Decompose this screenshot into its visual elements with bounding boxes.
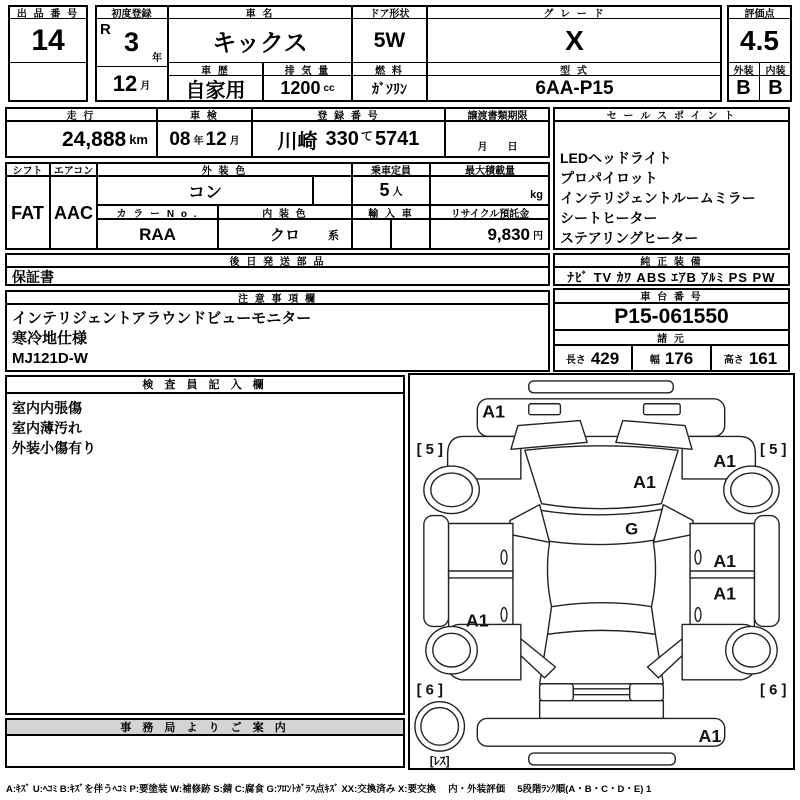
spec-height-value: 161 bbox=[748, 348, 778, 368]
month-unit: 月 bbox=[140, 80, 151, 92]
displacement-label: 排 気 量 bbox=[263, 62, 352, 76]
ext-color-sub-cell bbox=[313, 176, 352, 205]
aircon-value: AAC bbox=[50, 176, 97, 250]
lot-number-value: 14 bbox=[8, 18, 88, 63]
lot-number-label: 出 品 番 号 bbox=[8, 5, 88, 19]
door-shape-label: ドア形状 bbox=[352, 5, 427, 19]
first-registration-month-cell bbox=[95, 66, 168, 102]
recycle-deposit-label: リサイクル預託金 bbox=[430, 205, 550, 219]
spec-height-label: 高さ bbox=[723, 355, 744, 366]
shift-value: FAT bbox=[5, 176, 50, 250]
ext-color-value: コン bbox=[97, 176, 313, 205]
diagram-label-spare-tire: [ﾚｽ] bbox=[429, 753, 450, 768]
first-registration-year-cell bbox=[95, 18, 168, 67]
inspection-value bbox=[157, 121, 252, 158]
car-diagram-box bbox=[408, 373, 795, 770]
spec-width-cell bbox=[632, 345, 711, 372]
car-name-value: キックス bbox=[168, 18, 352, 63]
vin-label: 車 台 番 号 bbox=[553, 288, 790, 303]
int-color-suffix: 系 bbox=[328, 230, 339, 242]
inspector-note: 室内内張傷 bbox=[12, 400, 82, 416]
reg-number-class: 330 bbox=[325, 128, 359, 150]
grade-label: グ レ ー ド bbox=[427, 5, 722, 19]
roof-right-edge bbox=[651, 542, 655, 606]
diagram-label-rear-right-tire: [ 6 ] bbox=[760, 682, 787, 699]
diagram-label-front-right-tire: [ 5 ] bbox=[760, 442, 787, 459]
grade-value: X bbox=[427, 18, 722, 63]
notes-label: 注 意 事 項 欄 bbox=[5, 290, 550, 304]
rear-plate bbox=[529, 753, 675, 765]
displacement-unit: cc bbox=[323, 83, 335, 94]
displacement-number: 1200 bbox=[280, 78, 321, 98]
int-color-value bbox=[218, 219, 352, 250]
max-load-value: kg bbox=[430, 176, 550, 205]
inspector-note: 外装小傷有り bbox=[12, 440, 96, 456]
car-name-label: 車 名 bbox=[168, 5, 352, 19]
mileage-number: 24,888 bbox=[61, 127, 127, 151]
right-door-divider bbox=[690, 571, 754, 578]
inspector-note: 室内薄汚れ bbox=[12, 420, 82, 436]
lot-number-empty-cell bbox=[8, 62, 88, 102]
equipment-value: ﾅﾋﾞ TV ｶﾜ ABS ｴｱB ｱﾙﾐ PS PW bbox=[553, 267, 790, 286]
sales-points-label: セ ー ル ス ポ イ ン ト bbox=[553, 107, 790, 121]
diagram-label-right-front-door: A1 bbox=[713, 551, 737, 572]
fuel-label: 燃 料 bbox=[352, 62, 427, 76]
capacity-number: 5 bbox=[379, 180, 390, 200]
rear-hatch bbox=[540, 630, 664, 683]
reg-number-area: 川崎 bbox=[277, 131, 318, 153]
registration-month: 12 bbox=[112, 71, 138, 96]
rear-bumper bbox=[477, 718, 724, 746]
spec-width-value: 176 bbox=[664, 348, 694, 368]
diagram-label-rear-bumper: A1 bbox=[698, 726, 722, 747]
mileage-label: 走 行 bbox=[5, 107, 157, 121]
front-plate bbox=[529, 381, 673, 393]
inspector-notes bbox=[5, 393, 405, 715]
aircon-label: エアコン bbox=[50, 162, 97, 176]
spec-height-cell bbox=[711, 345, 790, 372]
reg-number-value bbox=[252, 121, 445, 158]
door-handle bbox=[695, 608, 701, 622]
diagram-label-windshield: G bbox=[625, 519, 639, 539]
import-car-label: 輸 入 車 bbox=[352, 205, 430, 219]
tailgate-trim bbox=[573, 689, 629, 695]
diagram-label-rear-left-tire: [ 6 ] bbox=[416, 682, 443, 699]
inspection-year-unit: 年 bbox=[193, 136, 204, 147]
color-no-value: RAA bbox=[97, 219, 218, 250]
later-parts-label: 後 日 発 送 部 品 bbox=[5, 253, 550, 267]
rear-lower-panel bbox=[540, 701, 664, 719]
model-code-value: 6AA-P15 bbox=[427, 75, 722, 102]
windshield bbox=[537, 509, 667, 545]
right-rocker bbox=[754, 516, 779, 627]
transfer-docs-value: 月 日 bbox=[445, 121, 550, 158]
diagram-label-left-rear-door: A1 bbox=[465, 610, 489, 631]
registration-year: 3 bbox=[123, 27, 140, 57]
diagram-label-front-left-tire: [ 5 ] bbox=[416, 442, 443, 459]
spec-width-label: 幅 bbox=[649, 355, 660, 366]
reg-number-label: 登 録 番 号 bbox=[252, 107, 445, 121]
inspection-month: 12 bbox=[205, 128, 227, 150]
displacement-value bbox=[263, 75, 352, 102]
mileage-unit: km bbox=[129, 132, 148, 147]
left-headlight bbox=[511, 421, 587, 450]
left-tail-light bbox=[540, 684, 574, 701]
capacity-label: 乗車定員 bbox=[352, 162, 430, 176]
shift-label: シフト bbox=[5, 162, 50, 176]
diagram-label-right-rear-door: A1 bbox=[713, 583, 737, 604]
spec-length-cell bbox=[553, 345, 632, 372]
recycle-unit: 円 bbox=[533, 231, 543, 242]
right-tail-light bbox=[630, 684, 664, 701]
roof-left-edge bbox=[547, 542, 551, 606]
spec-length-label: 長さ bbox=[565, 355, 586, 366]
interior-grade-value: B bbox=[759, 75, 792, 102]
sales-point-item: LEDヘッドライト bbox=[560, 150, 672, 166]
history-value: 自家用 bbox=[168, 75, 263, 102]
sales-point-item: プロパイロット bbox=[560, 170, 658, 186]
sales-point-item: インテリジェントルームミラー bbox=[560, 190, 756, 206]
mileage-value bbox=[5, 121, 157, 158]
diagram-label-front-bumper: A1 bbox=[482, 401, 506, 422]
left-door-divider bbox=[449, 571, 513, 578]
recycle-number: 9,830 bbox=[487, 224, 530, 244]
capacity-unit: 人 bbox=[392, 187, 403, 198]
capacity-value bbox=[352, 176, 430, 205]
ext-color-label: 外 装 色 bbox=[97, 162, 352, 176]
import-car-cell-1 bbox=[352, 219, 391, 250]
admin-label: 事 務 局 よ り ご 案 内 bbox=[5, 718, 405, 735]
sales-point-item: シートヒーター bbox=[560, 210, 658, 226]
note-item: 寒冷地仕様 bbox=[12, 330, 88, 347]
vin-value: P15-061550 bbox=[553, 303, 790, 330]
specs-label: 諸 元 bbox=[553, 330, 790, 345]
diagram-label-hood: A1 bbox=[633, 471, 656, 492]
max-load-label: 最大積載量 bbox=[430, 162, 550, 176]
door-handle bbox=[501, 550, 507, 564]
admin-content bbox=[5, 735, 405, 768]
car-diagram bbox=[410, 375, 793, 768]
inspection-label: 車 検 bbox=[157, 107, 252, 121]
spec-length-value: 429 bbox=[590, 348, 620, 368]
sales-point-item: ステアリングヒーター bbox=[560, 230, 699, 246]
exterior-grade-value: B bbox=[727, 75, 760, 102]
inspection-month-unit: 月 bbox=[229, 136, 240, 147]
note-item: インテリジェントアラウンドビューモニター bbox=[12, 310, 312, 327]
note-item: MJ121D-W bbox=[12, 350, 88, 367]
reg-number-kana: て bbox=[360, 129, 373, 143]
front-bumper bbox=[477, 399, 724, 437]
right-headlight bbox=[616, 421, 692, 450]
first-registration-label: 初度登録 bbox=[95, 5, 168, 19]
transfer-docs-label: 譲渡書類期限 bbox=[445, 107, 550, 121]
notes-list bbox=[5, 304, 550, 372]
left-rocker bbox=[424, 516, 449, 627]
diagram-label-right-front-fender: A1 bbox=[713, 451, 737, 472]
import-car-cell-2 bbox=[391, 219, 430, 250]
inspector-label: 検 査 員 記 入 欄 bbox=[5, 375, 405, 393]
history-label: 車 歴 bbox=[168, 62, 263, 76]
exterior-grade-label: 外装 bbox=[727, 62, 760, 76]
era-letter: R bbox=[100, 21, 111, 38]
equipment-label: 純 正 装 備 bbox=[553, 253, 790, 267]
recycle-deposit-value bbox=[430, 219, 550, 250]
rear-window bbox=[548, 603, 656, 635]
legend-text: A:ｷｽﾞ U:ﾍｺﾐ B:ｷｽﾞを伴うﾍｺﾐ P:要塗装 W:補修跡 S:錆 C:腐食 G:ﾌﾛﾝﾄｶﾞﾗｽ点ｷｽﾞ XX:交換済み X:要交換 内・外装評価 5段階ﾗﾝｸ順(A・B・C・D・E) 1 bbox=[6, 784, 652, 795]
reg-number-serial: 5741 bbox=[374, 128, 420, 150]
inspection-year: 08 bbox=[169, 128, 191, 150]
int-color-label: 内 装 色 bbox=[218, 205, 352, 219]
door-handle bbox=[501, 608, 507, 622]
interior-grade-label: 内装 bbox=[759, 62, 792, 76]
score-value: 4.5 bbox=[727, 18, 792, 63]
score-label: 評価点 bbox=[727, 5, 792, 19]
color-no-label: カ ラ ー N o . bbox=[97, 205, 218, 219]
door-shape-value: 5W bbox=[352, 18, 427, 63]
model-code-label: 型 式 bbox=[427, 62, 722, 76]
fuel-value: ｶﾞｿﾘﾝ bbox=[352, 75, 427, 102]
int-color-name: クロ bbox=[269, 227, 300, 244]
sales-points-list bbox=[553, 121, 790, 250]
year-unit: 年 bbox=[152, 53, 162, 64]
later-parts-value: 保証書 bbox=[5, 267, 550, 286]
door-handle bbox=[695, 550, 701, 564]
